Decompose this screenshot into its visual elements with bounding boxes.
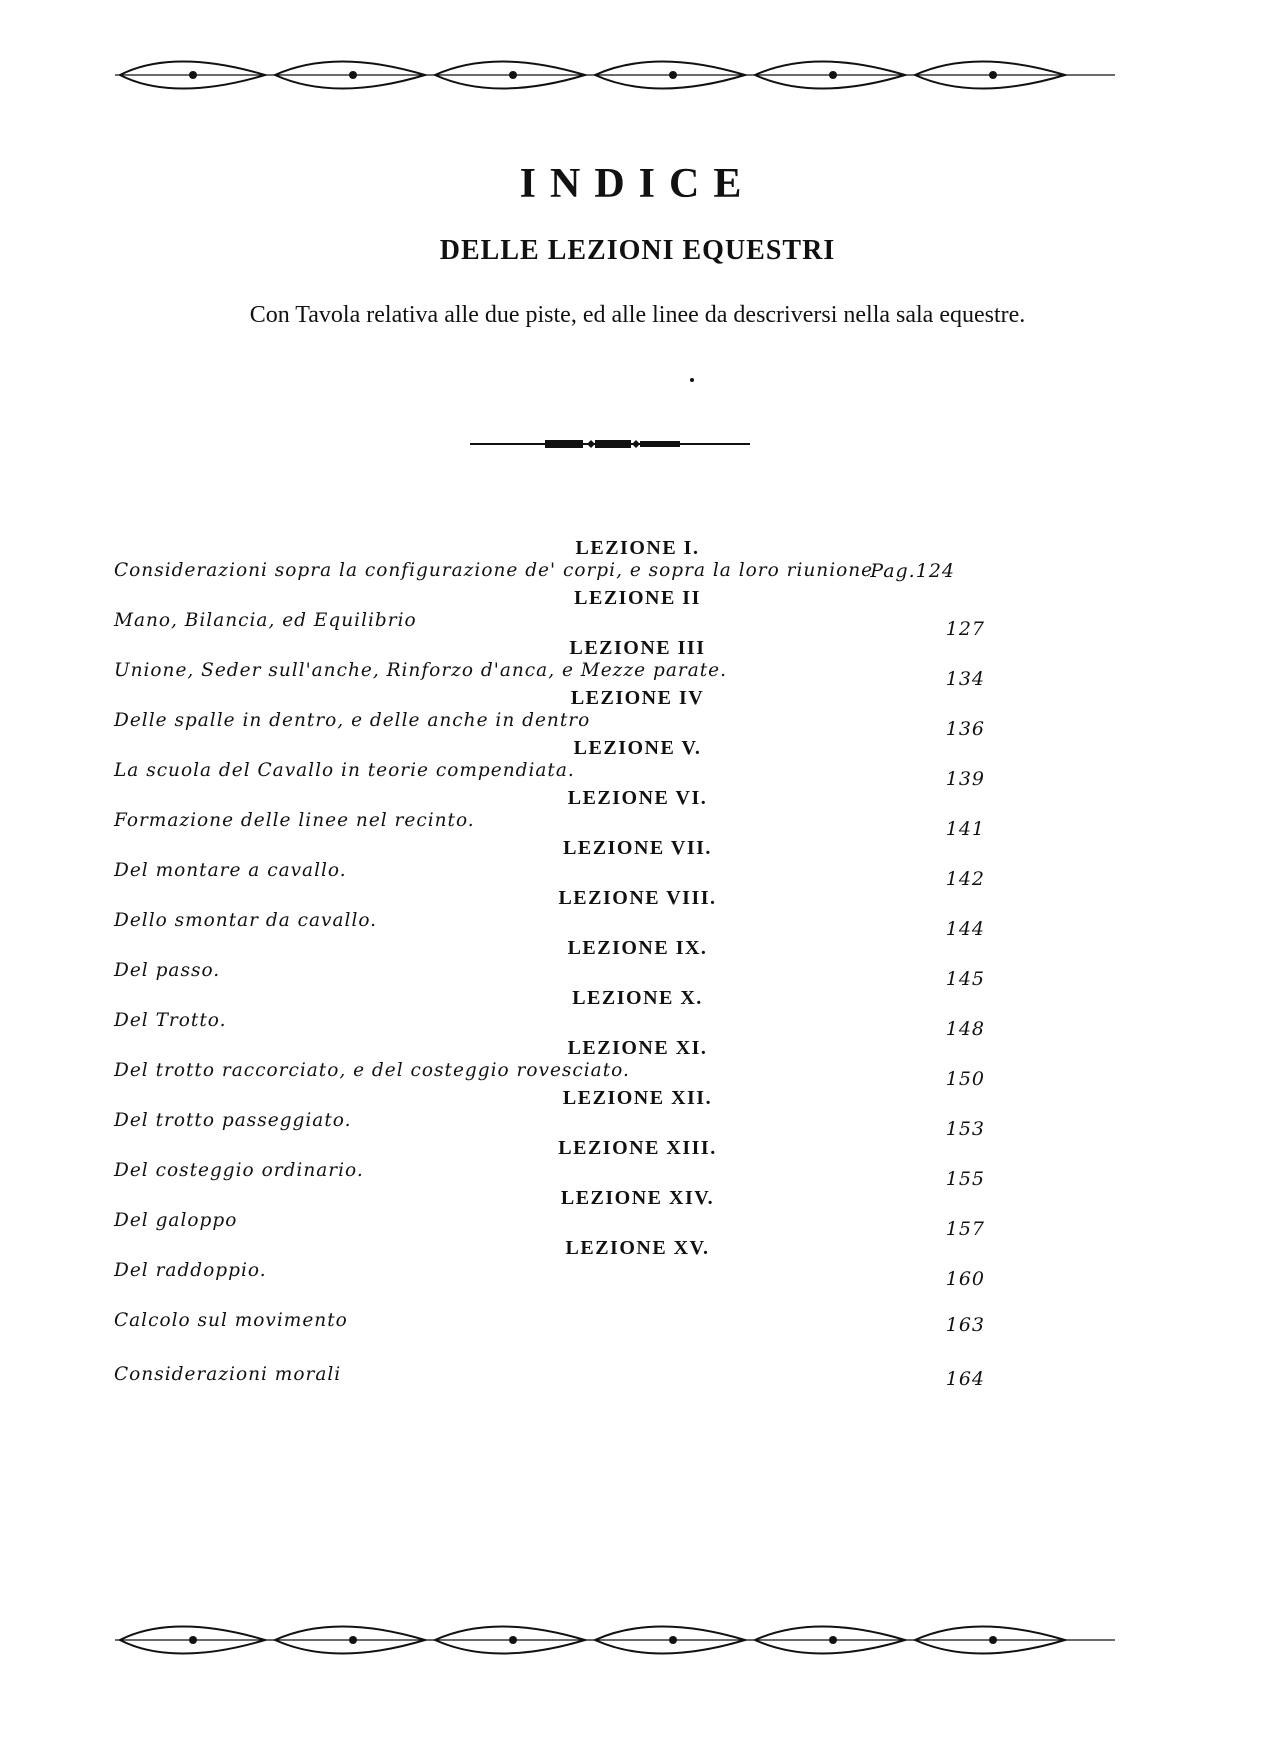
toc-entry <box>0 1308 1275 1362</box>
lesson-topic: Unione, Seder sull'anche, Rinforzo d'anca, e Mezze parate. <box>114 660 728 681</box>
toc-entry <box>0 1036 1275 1090</box>
lesson-heading: LEZIONE XV. <box>565 1237 710 1259</box>
lesson-topic: La scuola del Cavallo in teorie compendiata. <box>114 760 575 781</box>
bottom-decorative-border <box>115 1610 1115 1670</box>
page-number: Pag.124 <box>870 560 955 582</box>
lesson-heading: LEZIONE XII. <box>562 1087 713 1109</box>
table-of-contents <box>0 536 1275 1416</box>
toc-entry <box>0 1236 1275 1290</box>
toc-entry <box>0 936 1275 990</box>
page-number: 144 <box>945 918 985 940</box>
lesson-topic: Del trotto passeggiato. <box>114 1110 352 1131</box>
toc-entry <box>0 1186 1275 1240</box>
page-number: 127 <box>945 618 985 640</box>
page-number: 150 <box>945 1068 985 1090</box>
toc-entry <box>0 686 1275 740</box>
lesson-topic: Dello smontar da cavallo. <box>114 910 378 931</box>
toc-entry <box>0 1086 1275 1140</box>
lesson-topic: Del galoppo <box>114 1210 238 1231</box>
toc-entry <box>0 536 1275 586</box>
lesson-heading: LEZIONE IV <box>570 687 705 709</box>
lesson-heading: LEZIONE IX. <box>567 937 708 959</box>
lesson-topic: Mano, Bilancia, ed Equilibrio <box>114 610 417 631</box>
lesson-heading: LEZIONE I. <box>575 537 700 559</box>
page-number: 145 <box>945 968 985 990</box>
lesson-heading: LEZIONE III <box>569 637 706 659</box>
toc-entry <box>0 1362 1275 1416</box>
lesson-heading: LEZIONE VII. <box>563 837 712 859</box>
page-number: 155 <box>945 1168 985 1190</box>
lesson-topic: Formazione delle linee nel recinto. <box>114 810 475 831</box>
lesson-topic: Delle spalle in dentro, e delle anche in dentro <box>114 710 591 731</box>
lesson-topic: Del trotto raccorciato, e del costeggio rovesciato. <box>114 1060 630 1081</box>
lesson-heading: LEZIONE XIII. <box>558 1137 717 1159</box>
lesson-heading: LEZIONE II <box>574 587 701 609</box>
lesson-heading: LEZIONE VIII. <box>558 887 717 909</box>
lesson-heading: LEZIONE V. <box>573 737 702 759</box>
lesson-topic: Del raddoppio. <box>114 1260 267 1281</box>
lesson-topic: Considerazioni sopra la configurazione de' corpi, e sopra la loro riunione <box>114 560 874 581</box>
page-number: 163 <box>945 1314 985 1336</box>
index-title: INDICE <box>519 161 756 207</box>
page-number: 136 <box>945 718 985 740</box>
page-number: 139 <box>945 768 985 790</box>
lesson-heading: LEZIONE XI. <box>567 1037 708 1059</box>
page-number: 141 <box>945 818 985 840</box>
lesson-topic: Del Trotto. <box>114 1010 227 1031</box>
page-number: 142 <box>945 868 985 890</box>
page-number: 160 <box>945 1268 985 1290</box>
toc-entry <box>0 886 1275 940</box>
top-decorative-border <box>115 45 1115 105</box>
lesson-topic: Del montare a cavallo. <box>114 860 347 881</box>
page-number: 164 <box>945 1368 985 1390</box>
lesson-topic: Del passo. <box>114 960 221 981</box>
stray-dot <box>690 378 694 382</box>
page-number: 134 <box>945 668 985 690</box>
toc-entry <box>0 836 1275 890</box>
extra-topic: Considerazioni morali <box>114 1364 342 1385</box>
lesson-heading: LEZIONE VI. <box>567 787 708 809</box>
toc-entry <box>0 736 1275 790</box>
extra-topic: Calcolo sul movimento <box>114 1310 348 1331</box>
page-number: 153 <box>945 1118 985 1140</box>
page-number: 148 <box>945 1018 985 1040</box>
toc-entry <box>0 786 1275 840</box>
toc-entry <box>0 1136 1275 1190</box>
index-description: Con Tavola relativa alle due piste, ed alle linee da descriversi nella sala equestre. <box>249 302 1026 328</box>
lesson-topic: Del costeggio ordinario. <box>114 1160 364 1181</box>
page-number: 157 <box>945 1218 985 1240</box>
index-subtitle: DELLE LEZIONI EQUESTRI <box>439 235 836 266</box>
lesson-heading: LEZIONE XIV. <box>560 1187 715 1209</box>
toc-entry <box>0 586 1275 640</box>
lesson-heading: LEZIONE X. <box>572 987 703 1009</box>
toc-entry <box>0 636 1275 690</box>
toc-entry <box>0 986 1275 1040</box>
decorative-rule <box>470 432 750 456</box>
